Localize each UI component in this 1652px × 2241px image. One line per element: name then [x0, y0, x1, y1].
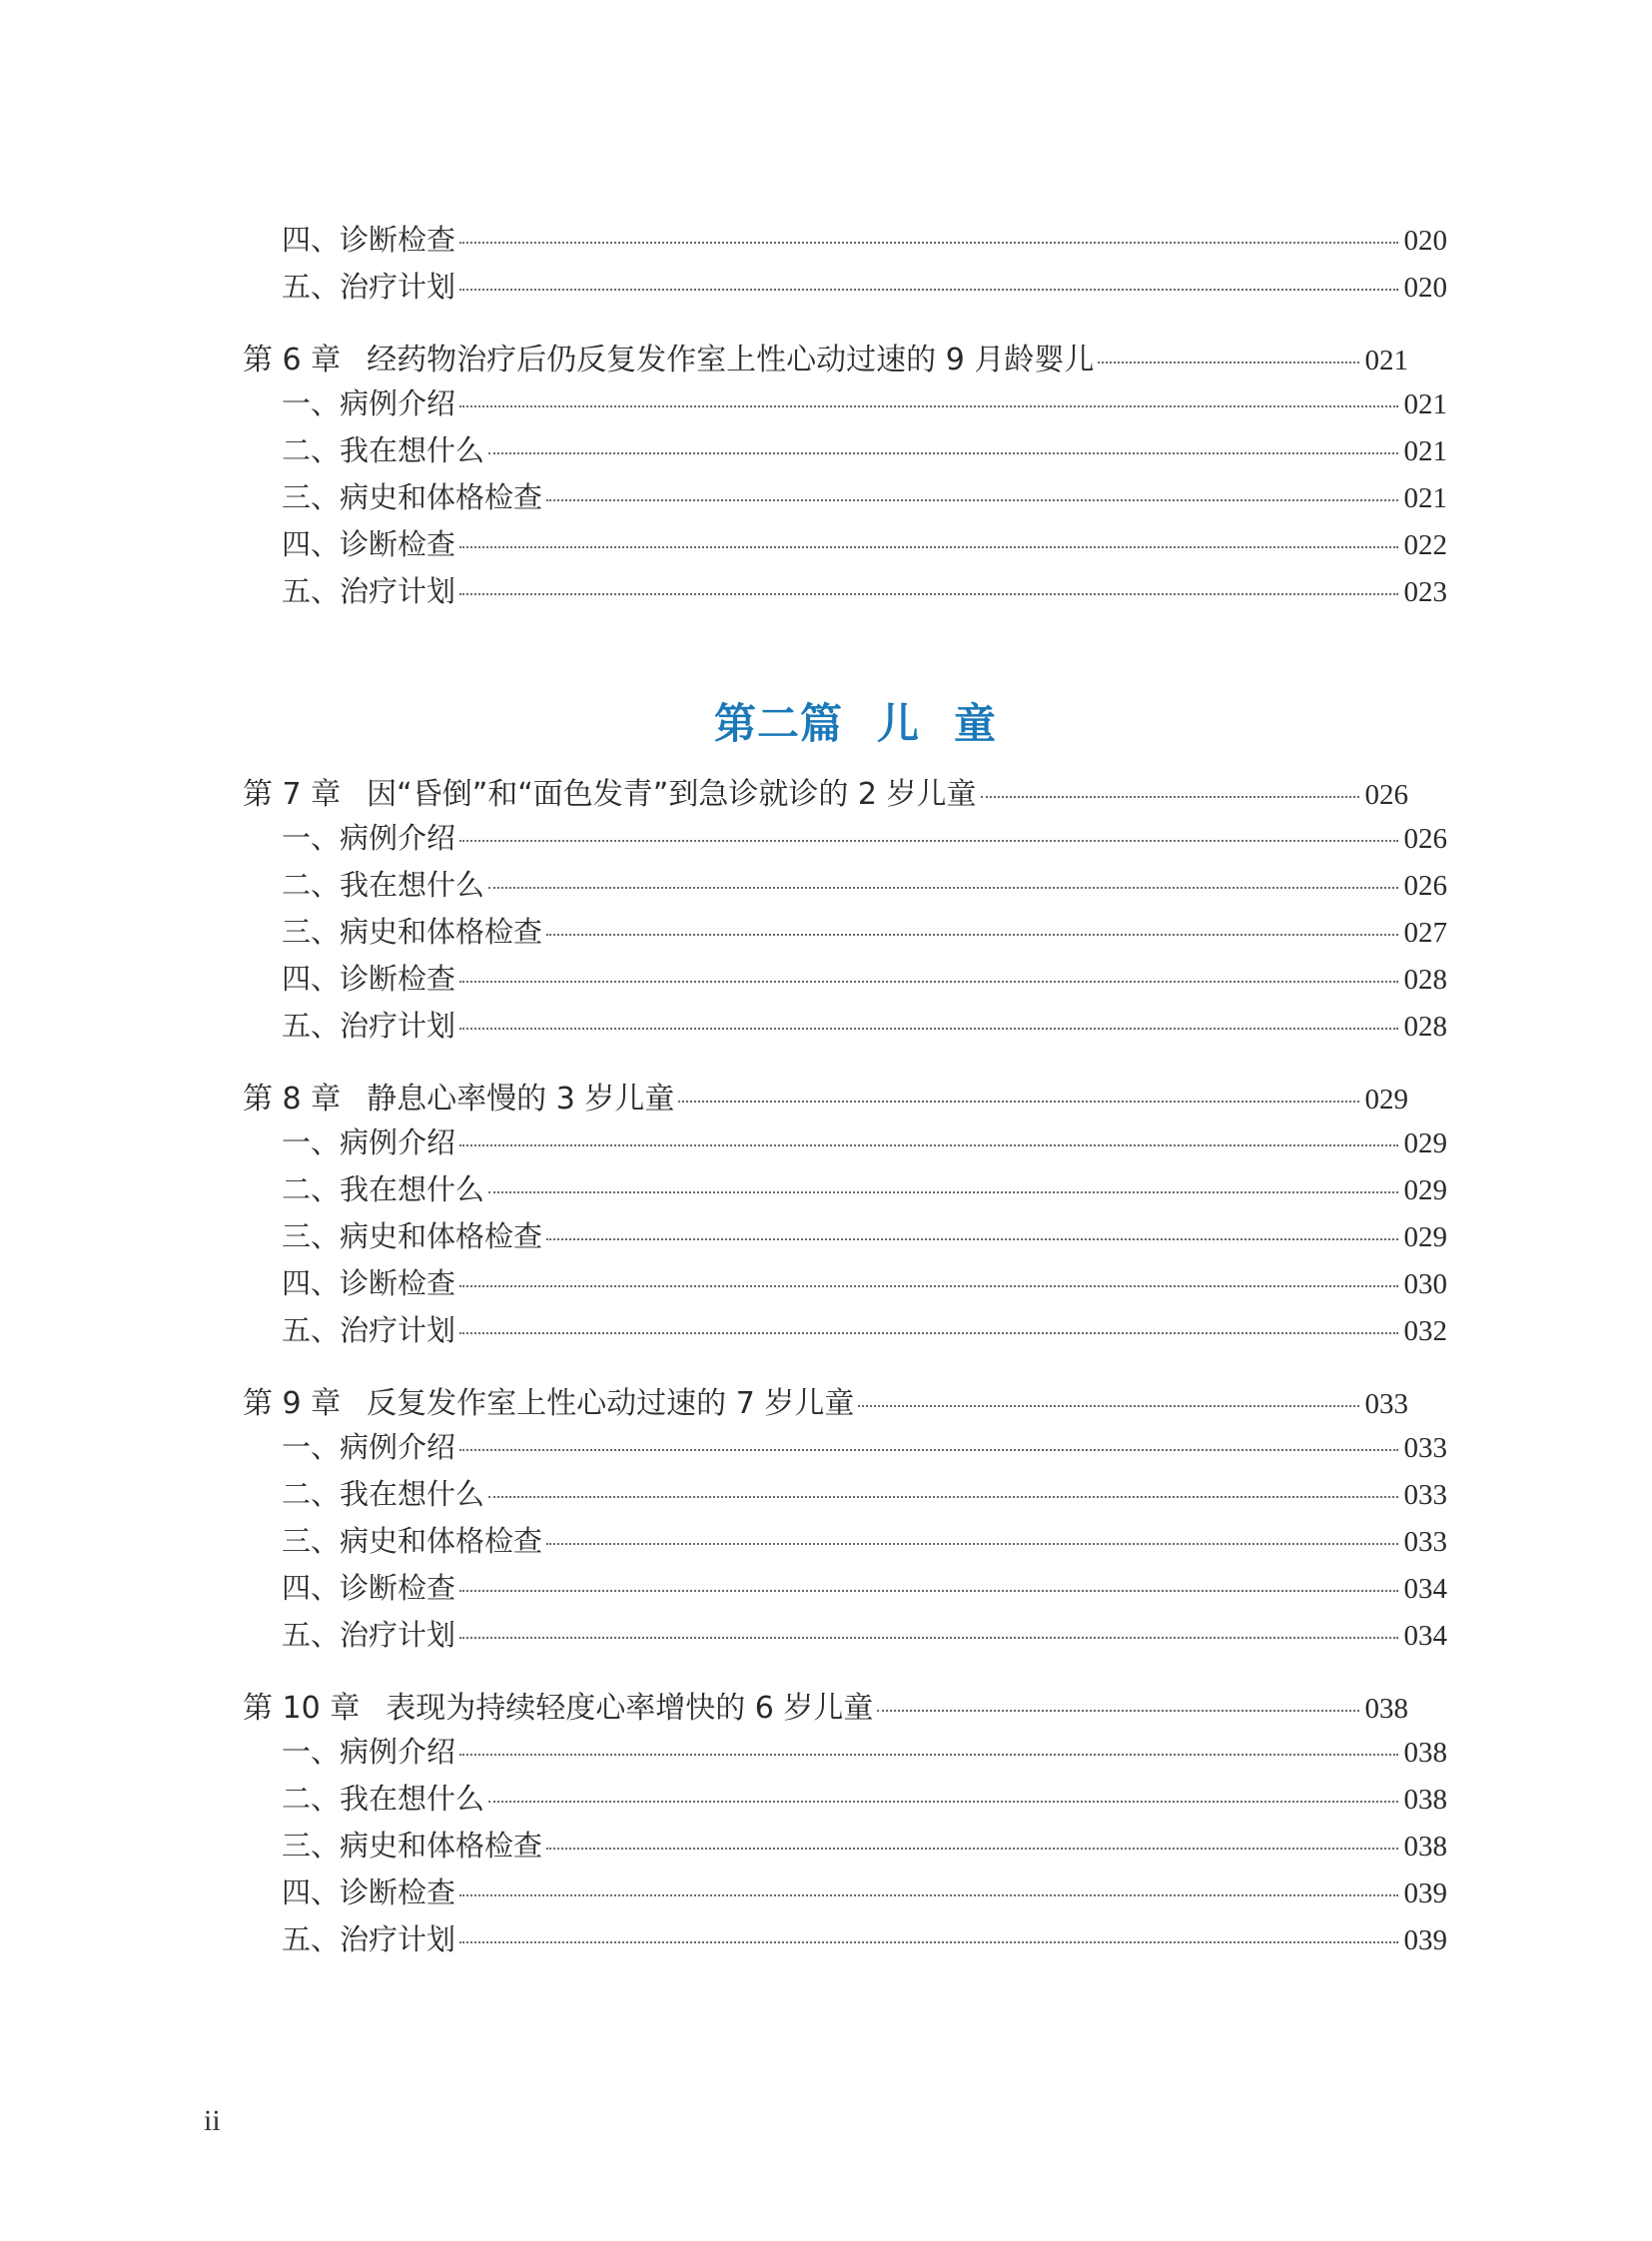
toc-section-row[interactable]	[243, 1167, 1447, 1214]
toc-page-number: 039	[1403, 1924, 1447, 1956]
toc-page-number: 029	[1403, 1127, 1447, 1159]
toc-section-label: 一、病例介绍	[282, 821, 456, 855]
toc-section-row[interactable]	[243, 1472, 1447, 1519]
chapter-number: 第 6 章	[243, 343, 342, 377]
folio-page-number: ii	[204, 2104, 221, 2137]
toc-chapter-label	[243, 769, 977, 813]
dot-leader	[459, 1894, 1397, 1896]
dot-leader	[546, 499, 1397, 501]
toc-chapter-label	[243, 1378, 854, 1422]
toc-page-number: 021	[1403, 388, 1447, 420]
toc-section-label: 一、病例介绍	[282, 386, 456, 420]
toc-page-number: 038	[1364, 1693, 1408, 1725]
toc-chapter-row[interactable]	[243, 1378, 1408, 1425]
toc-chapter-row[interactable]	[243, 1683, 1408, 1730]
toc-section-row[interactable]	[243, 1519, 1447, 1566]
dot-leader	[459, 405, 1397, 407]
toc-section-row[interactable]	[243, 1566, 1447, 1613]
dot-leader	[546, 1848, 1397, 1850]
toc-section-row[interactable]	[243, 381, 1447, 428]
toc-page-number: 028	[1403, 964, 1447, 996]
toc-section-label: 三、病史和体格检查	[282, 480, 543, 514]
toc-section-label: 二、我在想什么	[282, 1782, 485, 1816]
part-title-char: 儿	[876, 699, 920, 748]
toc-section-row[interactable]	[243, 1308, 1447, 1355]
toc-page-number: 027	[1403, 917, 1447, 949]
toc-section-row[interactable]	[243, 1730, 1447, 1777]
part-title-char: 童	[954, 699, 998, 748]
dot-leader	[678, 1101, 1358, 1103]
toc-section-label: 二、我在想什么	[282, 433, 485, 467]
dot-leader	[459, 1449, 1397, 1451]
toc-section-row[interactable]	[243, 1613, 1447, 1660]
dot-leader	[459, 1028, 1397, 1030]
toc-section-label: 一、病例介绍	[282, 1430, 456, 1464]
dot-leader	[459, 242, 1397, 244]
toc-section-row[interactable]	[243, 1870, 1447, 1917]
toc-section-row[interactable]	[243, 1004, 1447, 1051]
toc-page-number: 021	[1403, 482, 1447, 514]
dot-leader	[546, 934, 1397, 936]
toc-page-number: 023	[1403, 576, 1447, 608]
toc-section-label: 四、诊断检查	[282, 223, 456, 257]
toc-section-row[interactable]	[243, 569, 1447, 616]
toc-section-label: 三、病史和体格检查	[282, 1524, 543, 1558]
toc-page-number: 029	[1364, 1084, 1408, 1116]
chapter-title: 表现为持续轻度心率增快的 6 岁儿童	[386, 1691, 874, 1726]
dot-leader	[459, 1144, 1397, 1146]
dot-leader	[858, 1405, 1358, 1407]
chapter-title: 经药物治疗后仍反复发作室上性心动过速的 9 月龄婴儿	[367, 343, 1095, 377]
toc-section-label: 五、治疗计划	[282, 1618, 456, 1652]
toc-section-row[interactable]	[243, 522, 1447, 569]
toc-page-number: 033	[1364, 1388, 1408, 1420]
toc-chapter-label	[243, 1074, 674, 1118]
toc-page-number: 029	[1403, 1174, 1447, 1206]
dot-leader	[459, 289, 1397, 291]
toc-section-label: 五、治疗计划	[282, 1922, 456, 1956]
toc-chapter-row[interactable]	[243, 769, 1408, 816]
toc-page-number: 032	[1403, 1315, 1447, 1347]
toc-section-row[interactable]	[243, 1917, 1447, 1964]
toc-section-label: 五、治疗计划	[282, 574, 456, 608]
chapter-title: 因“昏倒”和“面色发青”到急诊就诊的 2 岁儿童	[367, 777, 977, 812]
toc-section-row[interactable]	[243, 475, 1447, 522]
toc-section-row[interactable]	[243, 1214, 1447, 1261]
dot-leader	[459, 1941, 1397, 1943]
toc-page-number: 026	[1364, 779, 1408, 811]
toc-page-number: 034	[1403, 1620, 1447, 1652]
toc-page-number: 028	[1403, 1011, 1447, 1043]
part-title-prefix: 第二篇	[713, 699, 843, 748]
toc-section-row[interactable]	[243, 910, 1447, 957]
dot-leader	[546, 1543, 1397, 1545]
toc-section-label: 四、诊断检查	[282, 527, 456, 561]
chapter-number: 第 8 章	[243, 1082, 342, 1117]
toc-page-number: 038	[1403, 1831, 1447, 1863]
toc-section-label: 三、病史和体格检查	[282, 1219, 543, 1253]
toc-section-row[interactable]	[243, 1261, 1447, 1308]
dot-leader	[459, 1590, 1397, 1592]
dot-leader	[459, 1754, 1397, 1756]
toc-section-label: 三、病史和体格检查	[282, 915, 543, 949]
toc-page-number: 033	[1403, 1479, 1447, 1511]
toc-section-label: 四、诊断检查	[282, 962, 456, 996]
toc-page-number: 026	[1403, 870, 1447, 902]
dot-leader	[488, 887, 1397, 889]
toc-page-number: 020	[1403, 272, 1447, 304]
dot-leader	[1098, 362, 1358, 364]
toc-section-label: 三、病史和体格检查	[282, 1829, 543, 1863]
toc-section-row[interactable]	[243, 428, 1447, 475]
toc-section-row[interactable]	[243, 1777, 1447, 1824]
toc-section-row[interactable]	[243, 1824, 1447, 1870]
dot-leader	[488, 1191, 1397, 1193]
toc-section-label: 二、我在想什么	[282, 868, 485, 902]
toc-page-number: 033	[1403, 1432, 1447, 1464]
toc-page-number: 029	[1403, 1221, 1447, 1253]
dot-leader	[459, 546, 1397, 548]
toc-section-label: 五、治疗计划	[282, 270, 456, 304]
toc-section-label: 二、我在想什么	[282, 1477, 485, 1511]
toc-section-label: 一、病例介绍	[282, 1735, 456, 1769]
toc-chapter-row[interactable]	[243, 335, 1408, 381]
toc-section-label: 四、诊断检查	[282, 1266, 456, 1300]
toc-section-label: 五、治疗计划	[282, 1313, 456, 1347]
toc-chapter-label	[243, 1683, 873, 1727]
toc-page-number: 022	[1403, 529, 1447, 561]
dot-leader	[546, 1238, 1397, 1240]
dot-leader	[459, 1637, 1397, 1639]
toc-page-number: 038	[1403, 1737, 1447, 1769]
toc-page-number: 034	[1403, 1573, 1447, 1605]
chapter-number: 第 10 章	[243, 1691, 361, 1726]
chapter-title: 静息心率慢的 3 岁儿童	[367, 1082, 675, 1117]
dot-leader	[877, 1710, 1358, 1712]
toc-page-number: 026	[1403, 823, 1447, 855]
dot-leader	[459, 981, 1397, 983]
chapter-number: 第 9 章	[243, 1386, 342, 1421]
toc-section-label: 五、治疗计划	[282, 1009, 456, 1043]
chapter-number: 第 7 章	[243, 777, 342, 812]
toc-page-number: 021	[1364, 345, 1408, 376]
toc-section-row[interactable]	[243, 1425, 1447, 1472]
toc-page-number: 039	[1403, 1877, 1447, 1909]
toc-section-row[interactable]	[243, 265, 1447, 312]
toc-section-row[interactable]	[243, 816, 1447, 863]
toc-page-number: 038	[1403, 1784, 1447, 1816]
dot-leader	[488, 1496, 1397, 1498]
toc-section-label: 四、诊断检查	[282, 1875, 456, 1909]
toc-section-row[interactable]	[243, 957, 1447, 1004]
toc-page-number: 033	[1403, 1526, 1447, 1558]
toc-page-number: 030	[1403, 1268, 1447, 1300]
toc-section-label: 一、病例介绍	[282, 1125, 456, 1159]
table-of-contents	[243, 218, 1447, 1964]
dot-leader	[459, 840, 1397, 842]
toc-section-label: 四、诊断检查	[282, 1571, 456, 1605]
toc-page-number: 020	[1403, 225, 1447, 257]
toc-chapter-label	[243, 335, 1094, 378]
dot-leader	[488, 452, 1397, 454]
chapter-title: 反复发作室上性心动过速的 7 岁儿童	[367, 1386, 855, 1421]
toc-section-row[interactable]	[243, 1120, 1447, 1167]
toc-section-label: 二、我在想什么	[282, 1172, 485, 1206]
toc-section-row[interactable]	[243, 863, 1447, 910]
part-title	[243, 691, 1408, 751]
dot-leader	[981, 796, 1359, 798]
toc-chapter-row[interactable]	[243, 1074, 1408, 1120]
dot-leader	[459, 593, 1397, 595]
dot-leader	[459, 1332, 1397, 1334]
dot-leader	[459, 1285, 1397, 1287]
toc-page-number: 021	[1403, 435, 1447, 467]
dot-leader	[488, 1801, 1397, 1803]
toc-section-row[interactable]	[243, 218, 1447, 265]
